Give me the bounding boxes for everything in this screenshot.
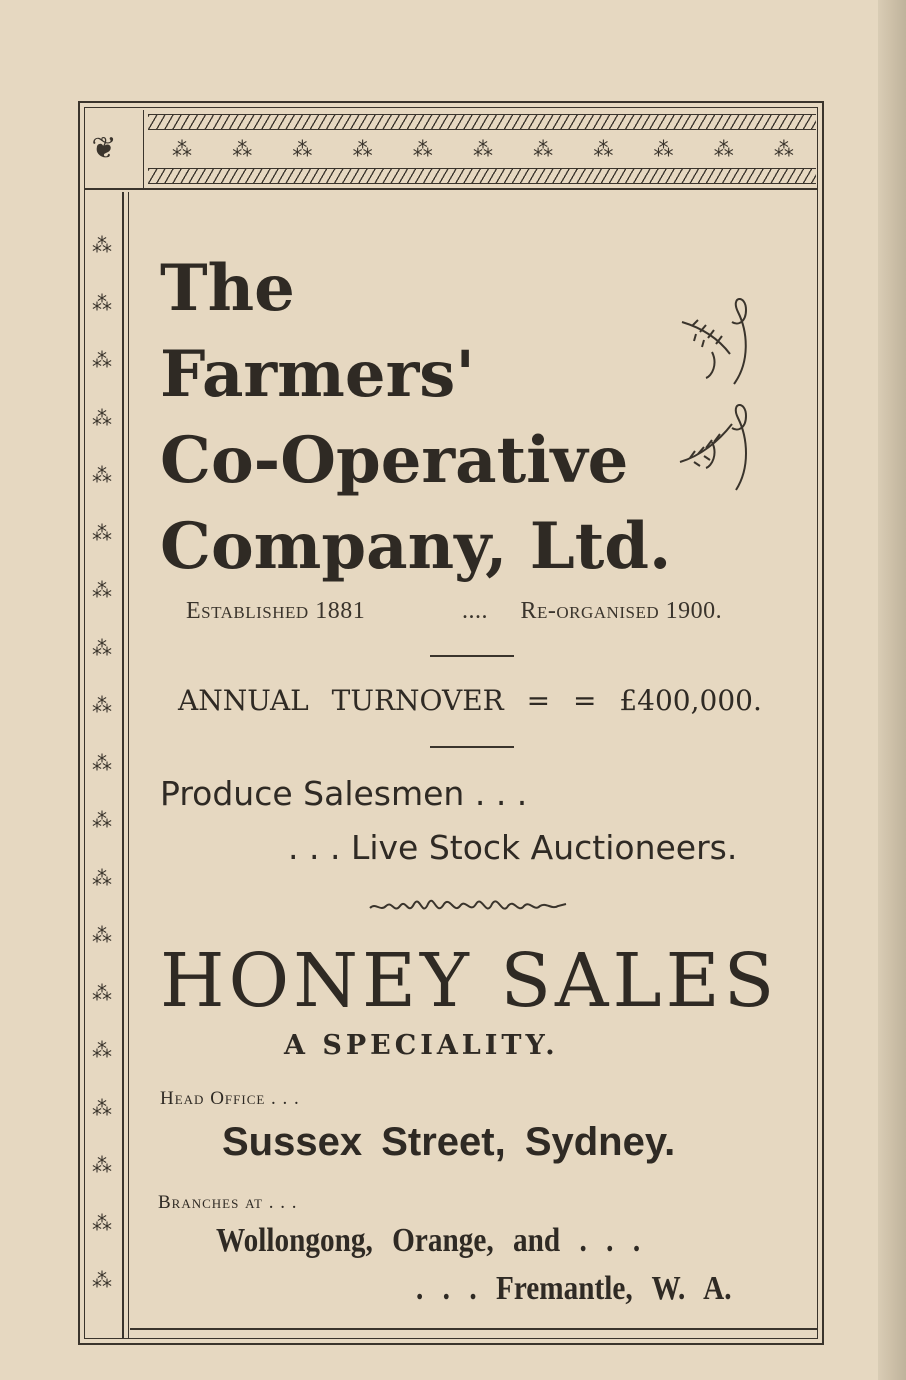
top-decorative-band bbox=[143, 110, 816, 188]
head-office-address: Sussex Street, Sydney. bbox=[222, 1120, 676, 1164]
produce-salesmen: Produce Salesmen . . . bbox=[160, 774, 528, 813]
star-ornament-icon: ⁂ bbox=[92, 465, 112, 487]
squiggle-ornament-icon bbox=[368, 892, 572, 922]
star-ornament-icon: ⁂ bbox=[92, 1270, 112, 1292]
annual-turnover: ANNUAL TURNOVER = = £400,000. bbox=[178, 684, 762, 717]
star-ornament-icon: ⁂ bbox=[292, 138, 311, 161]
star-ornament-row bbox=[172, 134, 792, 164]
star-ornament-icon: ⁂ bbox=[92, 522, 112, 545]
title-line: Co-Operative bbox=[160, 423, 629, 498]
star-ornament-icon: ⁂ bbox=[92, 867, 112, 890]
title-line: Company, Ltd. bbox=[160, 509, 672, 584]
star-ornament-icon: ⁂ bbox=[92, 580, 112, 602]
star-ornament-icon: ⁂ bbox=[533, 138, 552, 161]
left-column-rule bbox=[128, 192, 129, 1338]
established-date: Established 1881 bbox=[186, 598, 366, 624]
star-ornament-icon: ⁂ bbox=[92, 407, 112, 430]
head-office-label: Head Office . . . bbox=[160, 1088, 300, 1109]
star-ornament-icon: ⁂ bbox=[472, 138, 491, 161]
company-title bbox=[160, 246, 671, 590]
reorganised-text: Re-organised 1900. bbox=[520, 598, 723, 624]
star-ornament-icon: ⁂ bbox=[773, 138, 792, 161]
star-ornament-icon: ⁂ bbox=[92, 752, 112, 775]
branches-list-line: Wollongong, Orange, and . . . bbox=[216, 1222, 641, 1259]
star-ornament-icon: ⁂ bbox=[92, 1040, 112, 1062]
leaf-flourish-icon bbox=[672, 292, 752, 492]
hatched-border-bottom bbox=[148, 168, 816, 184]
left-star-column bbox=[84, 232, 120, 1325]
star-ornament-icon: ⁂ bbox=[92, 810, 112, 832]
hatched-border-top bbox=[148, 114, 816, 130]
star-ornament-icon: ⁂ bbox=[713, 138, 732, 161]
star-ornament-icon: ⁂ bbox=[92, 1097, 112, 1120]
title-line: Farmers' bbox=[160, 337, 475, 412]
divider-rule bbox=[430, 655, 514, 657]
branches-label: Branches at . . . bbox=[158, 1192, 298, 1213]
bottom-rule bbox=[130, 1328, 818, 1330]
star-ornament-icon: ⁂ bbox=[92, 982, 112, 1005]
star-ornament-icon: ⁂ bbox=[593, 138, 612, 161]
corner-ornament-icon: ❦ bbox=[91, 132, 117, 165]
star-ornament-icon: ⁂ bbox=[352, 138, 371, 161]
star-ornament-icon: ⁂ bbox=[92, 235, 112, 257]
star-ornament-icon: ⁂ bbox=[412, 138, 431, 161]
band-divider bbox=[84, 188, 818, 190]
star-ornament-icon: ⁂ bbox=[92, 350, 112, 372]
star-ornament-icon: ⁂ bbox=[92, 1155, 112, 1177]
date-separator: .... bbox=[462, 598, 488, 624]
star-ornament-icon: ⁂ bbox=[232, 138, 251, 161]
star-ornament-icon: ⁂ bbox=[92, 1212, 112, 1235]
left-ornament-column bbox=[84, 192, 120, 1338]
speciality-subheading: A SPECIALITY. bbox=[284, 1030, 559, 1061]
star-ornament-icon: ⁂ bbox=[653, 138, 672, 161]
star-ornament-icon: ⁂ bbox=[92, 925, 112, 947]
page-edge bbox=[878, 0, 906, 1380]
livestock-auctioneers: . . . Live Stock Auctioneers. bbox=[288, 828, 738, 867]
divider-rule bbox=[430, 746, 514, 748]
reorganised-date bbox=[462, 598, 722, 625]
star-ornament-icon: ⁂ bbox=[92, 695, 112, 717]
left-column-rule bbox=[122, 192, 124, 1338]
branches-list-line: . . . Fremantle, W. A. bbox=[416, 1270, 732, 1307]
title-line: The bbox=[160, 251, 295, 326]
star-ornament-icon: ⁂ bbox=[172, 138, 190, 161]
star-ornament-icon: ⁂ bbox=[92, 292, 112, 315]
star-ornament-icon: ⁂ bbox=[92, 637, 112, 660]
honey-sales-heading: HONEY SALES bbox=[160, 938, 779, 1024]
